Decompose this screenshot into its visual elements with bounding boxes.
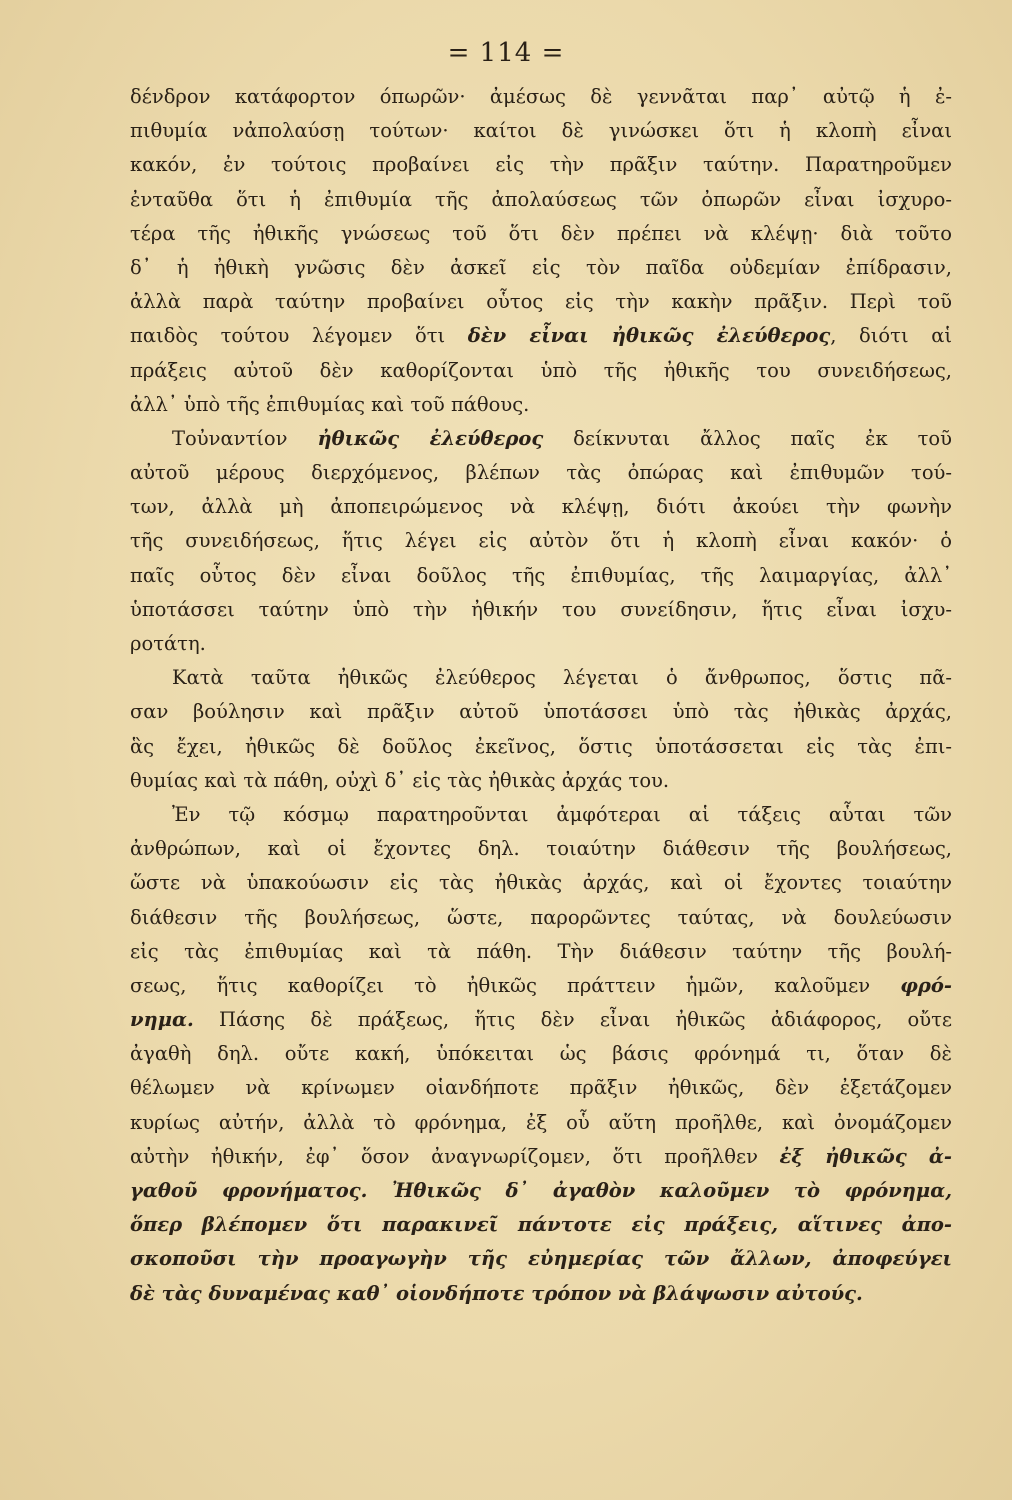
text-line: ἃς ἔχει, ἠθικῶς δὲ δοῦλος ἐκεῖνος, ὅστις ὑποτάσσεται εἰς τὰς ἐπι- <box>130 734 952 758</box>
text-line: δ᾽ ἡ ἠθικὴ γνῶσις δὲν ἀσκεῖ εἰς τὸν παῖδα οὐδεμίαν ἐπίδρασιν, <box>130 255 952 279</box>
text-line: των, ἀλλὰ μὴ ἀποπειρώμενος νὰ κλέψῃ, διότι ἀκούει τὴν φωνὴν <box>130 495 952 519</box>
body-text <box>130 80 952 1311</box>
emphasized-text: ὅπερ βλέπομεν ὅτι παρακινεῖ πάντοτε εἰς πράξεις, αἵτινες ἀπο- <box>130 1213 952 1237</box>
text-segment: Πάσης δὲ πράξεως, ἥτις δὲν εἶναι ἠθικῶς ἀδιάφορος, οὔτε <box>193 1008 952 1032</box>
text-line: εἰς τὰς ἐπιθυμίας καὶ τὰ πάθη. Τὴν διάθεσιν ταύτην τῆς βουλή- <box>130 939 952 963</box>
emphasized-text: σκοποῦσι τὴν προαγωγὴν τῆς εὐημερίας τῶν ἄλλων, ἀποφεύγει <box>130 1247 952 1271</box>
text-line: αὐτοῦ μέρους διερχόμενος, βλέπων τὰς ὀπώρας καὶ ἐπιθυμῶν τού- <box>130 461 952 485</box>
emphasized-text: δὲν εἶναι ἠθικῶς ἐλεύθερος <box>467 324 831 348</box>
text-segment: σεως, ἥτις καθορίζει τὸ ἠθικῶς πράττειν ἡμῶν, καλοῦμεν <box>130 973 901 997</box>
text-line <box>130 1174 952 1208</box>
text-line: πράξεις αὐτοῦ δὲν καθορίζονται ὑπὸ τῆς ἠθικῆς του συνειδήσεως, <box>130 358 952 382</box>
emphasized-text: ἐξ ἠθικῶς ἀ- <box>779 1144 952 1168</box>
emphasized-text: φρό- <box>900 973 952 997</box>
text-line: ἀλλὰ παρὰ ταύτην προβαίνει οὗτος εἰς τὴν κακὴν πρᾶξιν. Περὶ τοῦ <box>130 290 952 314</box>
text-line <box>130 422 952 456</box>
text-line: δένδρον κατάφορτον όπωρῶν· ἀμέσως δὲ γεννᾶται παρ᾽ αὐτῷ ἡ ἐ- <box>130 85 952 108</box>
text-line: θυμίας καὶ τὰ πάθη, οὐχὶ δ᾽ εἰς τὰς ἠθικὰς ἀρχάς του. <box>130 768 670 792</box>
text-line: ροτάτη. <box>130 632 206 655</box>
emphasized-text: δὲ τὰς δυναμένας καθ᾽ οἱονδήποτε τρόπον νὰ βλάψωσιν αὐτούς. <box>130 1281 863 1305</box>
text-line: διάθεσιν τῆς βουλήσεως, ὥστε, παρορῶντες ταύτας, νὰ δουλεύωσιν <box>130 905 952 929</box>
text-line: κακόν, ἐν τούτοις προβαίνει εἰς τὴν πρᾶξιν ταύτην. Παρατηροῦμεν <box>130 153 952 177</box>
emphasized-text: γαθοῦ φρονήματος. Ἠθικῶς δ᾽ ἀγαθὸν καλοῦμεν τὸ φρόνημα, <box>130 1179 952 1202</box>
text-line: ἀγαθὴ δηλ. οὔτε κακή, ὑπόκειται ὡς βάσις φρόνημά τι, ὅταν δὲ <box>130 1042 952 1066</box>
page-number: = 114 = <box>447 38 565 68</box>
text-line: κυρίως αὐτήν, ἀλλὰ τὸ φρόνημα, ἐξ οὗ αὕτη προῆλθε, καὶ ὀνομάζομεν <box>130 1110 952 1134</box>
text-line: ἀνθρώπων, καὶ οἱ ἔχοντες δηλ. τοιαύτην διάθεσιν τῆς βουλήσεως, <box>130 837 952 861</box>
text-line: ὑποτάσσει ταύτην ὑπὸ τὴν ἠθικήν του συνείδησιν, ἥτις εἶναι ἰσχυ- <box>130 597 952 621</box>
text-line: πιθυμία νἀπολαύσῃ τούτων· καίτοι δὲ γινώσκει ὅτι ἡ κλοπὴ εἶναι <box>130 119 952 143</box>
text-line: ἀλλ᾽ ὑπὸ τῆς ἐπιθυμίας καὶ τοῦ πάθους. <box>130 392 530 416</box>
text-line: παῖς οὗτος δὲν εἶναι δοῦλος τῆς ἐπιθυμίας, τῆς λαιμαργίας, ἀλλ᾽ <box>130 563 952 587</box>
text-line: Ἐν τῷ κόσμῳ παρατηροῦνται ἀμφότεραι αἱ τάξεις αὗται τῶν <box>172 802 952 826</box>
text-segment: Τοὐναντίον <box>172 426 318 450</box>
text-line <box>130 319 952 353</box>
text-line <box>130 1277 952 1311</box>
text-line <box>130 969 952 1003</box>
text-segment: παιδὸς τούτου λέγομεν ὅτι <box>130 324 468 348</box>
text-line: σαν βούλησιν καὶ πρᾶξιν αὐτοῦ ὑποτάσσει ὑπὸ τὰς ἠθικὰς ἀρχάς, <box>130 700 952 724</box>
emphasized-text: νημα. <box>130 1008 194 1032</box>
text-line: τέρα τῆς ἠθικῆς γνώσεως τοῦ ὅτι δὲν πρέπει νὰ κλέψῃ· διὰ τοῦτο <box>130 221 952 245</box>
emphasized-text: ἠθικῶς ἐλεύθερος <box>317 426 544 450</box>
text-line <box>130 1003 952 1037</box>
text-line <box>130 1242 952 1276</box>
text-line: ὥστε νὰ ὑπακούωσιν εἰς τὰς ἠθικὰς ἀρχάς, καὶ οἱ ἔχοντες τοιαύτην <box>130 871 952 895</box>
text-line: τῆς συνειδήσεως, ἥτις λέγει εἰς αὐτὸν ὅτι ἡ κλοπὴ εἶναι κακόν· ὁ <box>130 529 952 553</box>
text-segment: δείκνυται ἄλλος παῖς ἐκ τοῦ <box>543 426 952 450</box>
text-line <box>130 1140 952 1174</box>
text-line: ἐνταῦθα ὅτι ἡ ἐπιθυμία τῆς ἀπολαύσεως τῶν ὀπωρῶν εἶναι ἰσχυρο- <box>130 187 952 211</box>
text-line: Κατὰ ταῦτα ἠθικῶς ἐλεύθερος λέγεται ὁ ἄνθρωπος, ὅστις πᾶ- <box>172 666 952 690</box>
text-line: θέλωμεν νὰ κρίνωμεν οἱανδήποτε πρᾶξιν ἠθικῶς, δὲν ἐξετάζομεν <box>130 1076 952 1100</box>
text-line <box>130 1208 952 1242</box>
text-segment: αὐτὴν ἠθικήν, ἐφ᾽ ὅσον ἀναγνωρίζομεν, ὅτι προῆλθεν <box>130 1144 780 1168</box>
text-segment: , διότι αἱ <box>830 324 953 348</box>
